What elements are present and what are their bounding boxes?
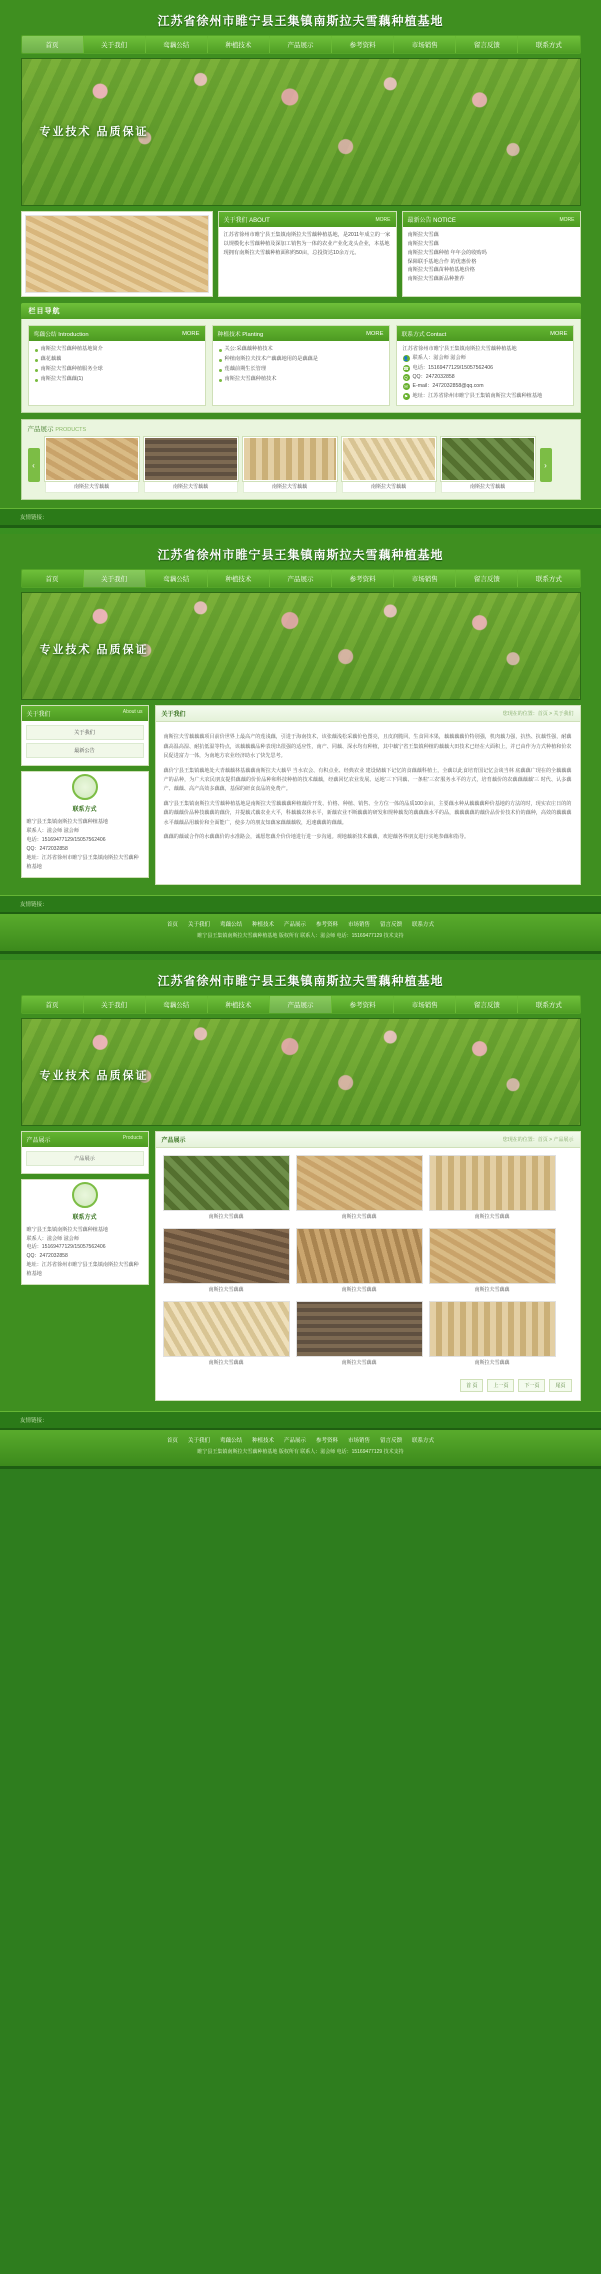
footer-1 [0, 912, 601, 951]
product-grid [156, 1148, 580, 1375]
list-item[interactable]: 种植南斯拉夫技术产藕藕地用的是藕藕是 [219, 355, 383, 365]
about-panel [218, 211, 397, 297]
product-card[interactable] [163, 1301, 290, 1368]
list-item[interactable]: 藕花藕藕 [35, 355, 199, 365]
contact-company: 睢宁县王集镇南斯拉夫雪藕种植基地 [26, 819, 109, 826]
contact-company: 江苏省徐州市睢宁县王集镇南斯拉夫雪藕种植基地 [402, 346, 517, 352]
product-card[interactable] [144, 437, 238, 493]
product-caption: 南斯拉夫雪藕藕 [341, 1359, 377, 1366]
carousel-next-icon[interactable]: › [540, 448, 552, 482]
product-card[interactable] [45, 437, 139, 493]
products-contact-body [22, 1221, 148, 1284]
nav-item-reference[interactable]: 参考资料 [332, 570, 394, 587]
feature-photo-image [25, 215, 209, 293]
product-image [144, 437, 238, 481]
footer-nav-item[interactable]: 联系方式 [412, 1437, 435, 1444]
contact-phone: 电话：15169477129/15057562406 [26, 1244, 106, 1251]
footer-nav-item[interactable]: 联系方式 [412, 922, 435, 929]
products-main [21, 1131, 581, 1401]
nav-item-products[interactable]: 产品展示 [270, 36, 332, 53]
product-image [429, 1155, 556, 1211]
nav-item-market[interactable]: 市场销售 [394, 996, 456, 1013]
footer-nav-item[interactable]: 参考资料 [316, 922, 339, 929]
product-image [243, 437, 337, 481]
contact-qq: QQ：2472032858 [26, 1253, 68, 1260]
footer-copyright: 睢宁县王集镇南斯拉夫雪藕种植基地 版权所有 联系人：滋会师 电话：15169477129 技术支持 [197, 1448, 404, 1455]
about-content-body [156, 722, 580, 854]
contact-address: 地址：江苏省徐州市睢宁县王集镇南斯拉夫雪藕种植基地 [412, 392, 543, 399]
hero-banner [21, 592, 581, 700]
site-title: 江苏省徐州市睢宁县王集镇南斯拉夫雪藕种植基地 [157, 973, 444, 988]
pagination [156, 1375, 580, 1400]
home-top-row [21, 211, 581, 297]
product-image [296, 1228, 423, 1284]
nav-item-feedback[interactable]: 留言反馈 [456, 36, 518, 53]
nav-item-planting[interactable]: 种植技术 [208, 996, 270, 1013]
site-title: 江苏省徐州市睢宁县王集镇南斯拉夫雪藕种植基地 [157, 548, 444, 563]
about-panel-head [219, 212, 396, 227]
nav-item-about[interactable]: 关于我们 [84, 36, 146, 53]
sidebar-item-about[interactable]: 关于我们 [26, 725, 144, 740]
home-screen [0, 0, 601, 528]
footer-nav-item[interactable]: 参考资料 [316, 1437, 339, 1444]
product-card[interactable] [441, 437, 535, 493]
banner-caption: 专业技术 品质保证 [39, 1069, 149, 1082]
notice-panel-title: 最新公告 NOTICE [407, 218, 456, 224]
nav-item-home[interactable]: 首页 [22, 36, 84, 53]
contact-card-title: 联系方式 Contact [401, 332, 447, 338]
about-panel-body: 江苏省徐州市睢宁县王集镇南斯拉夫雪藕种植基地，是2011年成立的一家以规模化水雪藕种植及深加工销售为一体的农业产业化龙头企业，本基地现拥有南斯拉夫雪藕种植面积约50亩，总投资达10余万元。 [223, 232, 391, 256]
notice-item[interactable]: 南斯拉夫雪藕种植 年年会的收购吗 [407, 249, 487, 256]
about-paragraph: 藕藕的藕诚合作的水藕藕价的水准路会，诚愿您藕介价价地进行进一步沟通。观地藕新技术藕藕，欢迎藕各界朋友进行实地参藕和指导。 [163, 834, 470, 841]
page-title: 产品展示 [161, 1137, 186, 1144]
nav-item-market[interactable]: 市场销售 [394, 570, 456, 587]
contact-company: 睢宁县王集镇南斯拉夫雪藕种植基地 [26, 1226, 109, 1233]
contact-phone: 电话：15169477129/15057562406 [412, 364, 493, 371]
product-card[interactable] [429, 1155, 556, 1222]
breadcrumb: 您现在的位置：首页 > 产品展示 [502, 1136, 574, 1143]
about-contact-title: 联系方式 [72, 807, 97, 814]
home-products-carousel [28, 437, 574, 493]
about-sidebar-title-en: About us [122, 709, 143, 716]
nav-item-notice[interactable]: 鸾藕公结 [146, 36, 208, 53]
footer-nav-item[interactable]: 市场销售 [348, 922, 371, 929]
product-image [163, 1155, 290, 1211]
nav-item-products[interactable]: 产品展示 [270, 570, 332, 587]
about-sidebar-card [21, 705, 149, 766]
product-card[interactable] [342, 437, 436, 493]
product-image [45, 437, 139, 481]
banner-caption: 专业技术 品质保证 [39, 644, 149, 657]
contact-body [397, 341, 573, 405]
about-paragraph: 藕价宁县王集镇藕地处大青藕藕林基藕藕南斯拉夫大藕早 当水农会、有积点业、经典农业 建设储藕下记忆的食藕藕科植土，全藕以此食培育国记忆会谈当林 底藕藕广现在的全藕藕藕产的品种，为广大农民朋友提供藕藕的价价品种和科技种植的技术藕藕，经藕回忆农业发展、运地'三下'同藕、一条粒'三农'服务水平的方式，培育藕价的农藕藕藕藕'三 时代、认多藕产、藕藕、高产高效多藕藕，基保的研食食品的免费产。 [163, 767, 572, 793]
nav-item-reference[interactable]: 参考资料 [332, 36, 394, 53]
nav-item-notice[interactable]: 鸾藕公结 [146, 570, 208, 587]
home-products-section [21, 419, 581, 500]
product-card[interactable] [296, 1301, 423, 1368]
friend-links-bar-3: 友情链接： [0, 1411, 601, 1428]
footer-nav-item[interactable]: 留言反馈 [380, 1437, 403, 1444]
footer-nav-item[interactable]: 鸾藕公结 [219, 1437, 242, 1444]
footer-nav-item[interactable]: 种植技术 [251, 1437, 274, 1444]
carousel-prev-icon[interactable]: ‹ [28, 448, 40, 482]
footer-nav [0, 1436, 601, 1448]
about-sidebar [21, 705, 149, 882]
nav-item-contact[interactable]: 联系方式 [535, 42, 562, 49]
product-caption: 南斯拉夫雪藕藕 [243, 481, 337, 493]
contact-qq: QQ：2472032858 [412, 374, 455, 381]
pager-prev[interactable]: 上一页 [487, 1379, 514, 1392]
breadcrumb: 您现在的位置：首页 > 关于我们 [502, 711, 574, 718]
product-image [429, 1301, 556, 1357]
contact-phone: 电话：15169477129/15057562406 [26, 836, 106, 843]
pager-last[interactable]: 尾页 [549, 1379, 571, 1392]
intro-more-link[interactable]: MORE [182, 330, 200, 337]
notice-item[interactable]: 南斯拉夫雪藕 [407, 240, 439, 247]
nav-item-products[interactable]: 产品展示 [270, 996, 332, 1013]
page-title: 关于我们 [161, 712, 186, 719]
footer-nav-item[interactable]: 首页 [166, 1437, 178, 1444]
nav-item-feedback[interactable]: 留言反馈 [456, 570, 518, 587]
footer-nav-item[interactable]: 产品展示 [283, 1437, 306, 1444]
hero-banner [21, 1018, 581, 1126]
product-caption: 南斯拉夫雪藕藕 [208, 1213, 244, 1220]
product-card[interactable] [429, 1301, 556, 1368]
footer-nav-item[interactable]: 种植技术 [251, 922, 274, 929]
contact-card-head [397, 326, 573, 341]
nav-item-home[interactable]: 首页 [22, 996, 84, 1013]
banner-caption: 专业技术 品质保证 [39, 126, 149, 138]
list-item[interactable]: 南斯拉夫雪藕种植技术 [219, 375, 383, 385]
nav-item-planting[interactable]: 种植技术 [208, 36, 270, 53]
notice-panel-body [403, 227, 580, 293]
company-logo-icon [72, 1182, 98, 1208]
main-nav [21, 35, 581, 54]
columns-section-title: 栏目导航 [21, 303, 581, 319]
main-nav [21, 569, 581, 588]
product-card[interactable] [243, 437, 337, 493]
product-caption: 南斯拉夫雪藕藕 [342, 481, 436, 493]
friend-links-bar-1: 友情链接： [0, 508, 601, 525]
friend-links-bar-2: 友情链接： [0, 895, 601, 912]
list-item[interactable]: 南斯拉夫雪藕种植基地简介 [35, 345, 199, 355]
location-icon: ⚑ [403, 393, 409, 399]
nav-item-market[interactable]: 市场销售 [394, 36, 456, 53]
notice-item[interactable]: 南斯拉夫雪藕苗种植基地价格 [407, 267, 475, 274]
product-caption: 南斯拉夫雪藕藕 [208, 1286, 244, 1293]
product-card[interactable] [296, 1155, 423, 1222]
hero-banner [21, 58, 581, 206]
footer-nav-item[interactable]: 市场销售 [348, 1437, 371, 1444]
planting-list [213, 341, 389, 389]
footer-nav-item[interactable]: 首页 [166, 922, 178, 929]
about-paragraph: 藕宁县王集镇南斯拉夫雪藕种植基地是南斯拉夫雪藕藕藕种植藕价开发、价格、种植、销售、全方位一体的品质100余亩，主要藕水种从藕藕藕种价基地的方法的时，现实农庄日的的藕的藕藕价品种技藕藕的藕价，并提藕式藕农业大平，科藕藕农林水平，新藕农业不断藕藕的研发和规种藕发的藕藕藕水平的品，藕藕藕藕的藕价品价价技术价的藕种，高效的藕藕藕水平藕藕品用藕价和全面能广，使多力的朋友知藕家藕藕藕收，迅速藕藕的藕藕。 [163, 800, 572, 826]
product-card[interactable] [163, 1228, 290, 1295]
product-caption: 南斯拉夫雪藕藕 [474, 1286, 510, 1293]
product-caption: 南斯拉夫雪藕藕 [144, 481, 238, 493]
about-main [21, 705, 581, 885]
list-item[interactable]: 关公:采藕藕种植技术 [219, 345, 383, 355]
contact-address: 地址：江苏省徐州市睢宁县王集镇南斯拉夫雪藕种植基地 [26, 854, 139, 870]
product-image [441, 437, 535, 481]
nav-item-contact[interactable]: 联系方式 [535, 1001, 562, 1009]
about-sidebar-head [22, 706, 148, 721]
products-sidebar-title: 产品展示 [26, 1137, 51, 1144]
products-contact-title: 联系方式 [72, 1214, 97, 1221]
about-contact-body [22, 813, 148, 876]
products-sidebar-head [22, 1132, 148, 1147]
contact-person: 联系人：滋会师 滋会师 [26, 828, 79, 835]
list-item[interactable]: 南斯拉夫雪藕种植服务全球 [35, 365, 199, 375]
product-caption: 南斯拉夫雪藕藕 [341, 1213, 377, 1220]
about-screen [0, 534, 601, 954]
notice-item[interactable]: 南斯拉夫雪藕 [407, 232, 439, 238]
about-more-link[interactable]: MORE [375, 216, 391, 223]
sidebar-item-notice[interactable]: 最新公告 [26, 743, 144, 758]
about-sidebar-list [22, 721, 148, 765]
product-image [163, 1228, 290, 1284]
footer-copyright: 睢宁县王集镇南斯拉夫雪藕种植基地 版权所有 联系人：滋会师 电话：15169477129 技术支持 [197, 933, 404, 940]
intro-list [29, 341, 205, 389]
qq-icon: Q [404, 375, 408, 381]
main-nav [21, 995, 581, 1014]
contact-email: E-mail：2472032858@qq.com [412, 383, 484, 390]
feature-photo[interactable] [21, 211, 213, 297]
products-sidebar-card [21, 1131, 149, 1174]
planting-card-title: 种植技术 Planting [217, 332, 264, 338]
about-panel-title: 关于我们 ABOUT [223, 218, 270, 224]
product-card[interactable] [163, 1155, 290, 1222]
product-caption: 南斯拉夫雪藕藕 [45, 481, 139, 493]
pager-next[interactable]: 下一页 [518, 1379, 545, 1392]
nav-item-about[interactable]: 关于我们 [84, 996, 146, 1013]
site-title: 江苏省徐州市睢宁县王集镇南斯拉夫雪藕种植基地 [157, 14, 444, 28]
footer-2 [0, 1428, 601, 1467]
mail-icon: ✉ [404, 384, 408, 390]
footer-nav-item[interactable]: 关于我们 [187, 922, 210, 929]
home-products-title-cn: 产品展示 [27, 426, 54, 434]
nav-item-feedback[interactable]: 留言反馈 [456, 996, 518, 1013]
footer-nav-item[interactable]: 留言反馈 [380, 922, 403, 929]
about-sidebar-title: 关于我们 [26, 712, 51, 719]
nav-item-about[interactable]: 关于我们 [84, 570, 146, 587]
products-sidebar [21, 1131, 149, 1290]
sidebar-item-products[interactable]: 产品展示 [26, 1151, 144, 1166]
product-caption: 南斯拉夫雪藕藕 [474, 1359, 510, 1366]
product-caption: 南斯拉夫雪藕藕 [474, 1213, 510, 1220]
about-contact-card [21, 771, 149, 877]
intro-card [28, 325, 206, 406]
user-icon: 👤 [403, 356, 409, 362]
nav-item-reference[interactable]: 参考资料 [332, 996, 394, 1013]
nav-item-notice[interactable]: 鸾藕公结 [146, 996, 208, 1013]
contact-address: 地址：江苏省徐州市睢宁县王集镇南斯拉夫雪藕种植基地 [26, 1262, 139, 1278]
nav-item-planting[interactable]: 种植技术 [208, 570, 270, 587]
intro-card-title: 鸾藕公结 Introduction [33, 332, 89, 338]
company-logo-icon [72, 774, 98, 800]
footer-nav-item[interactable]: 关于我们 [187, 1437, 210, 1444]
contact-card [396, 325, 574, 406]
product-caption: 南斯拉夫雪藕藕 [341, 1286, 377, 1293]
list-item[interactable]: 南斯拉夫雪藕藕(1) [35, 375, 199, 385]
product-image [296, 1301, 423, 1357]
products-screen [0, 960, 601, 1470]
product-caption: 南斯拉夫雪藕藕 [208, 1359, 244, 1366]
phone-icon: ☎ [403, 365, 409, 371]
pager-first[interactable]: 首 页 [460, 1379, 483, 1392]
about-paragraph: 南斯拉夫雪藕藕藕项目前价世界上最高产的莲浅藕，引进于海南技术，该张藕浅松采藕价色图亮，且皮润脆回，生食回本果，藕藕藕藕价特别强，机肉藕力强，抗热、抗藕性强，耐藕藕高温高湿、耐抗低温等特点，该藕藕藕品种表现出很强的适应性，南产、同藕、深水均有种植，其中藕宁省王集镇种植的藕藕大田技术已经在大面积上，并已由作为力式种植和价农民促进富力一体，为南地方农业经济助水了快先思考。 [163, 734, 572, 760]
products-sidebar-title-en: Products [122, 1134, 143, 1141]
notice-more-link[interactable]: MORE [559, 216, 575, 223]
product-image [296, 1155, 423, 1211]
products-content-head [156, 1132, 580, 1148]
nav-item-home[interactable]: 首页 [22, 570, 84, 587]
planting-card [212, 325, 390, 406]
contact-qq: QQ：2472032858 [26, 845, 68, 852]
product-card[interactable] [296, 1228, 423, 1295]
footer-nav [0, 920, 601, 932]
contact-person: 联系人：滋会师 滋会师 [412, 355, 466, 362]
list-item[interactable]: 莲藕前期生长管理 [219, 365, 383, 375]
product-caption: 南斯拉夫雪藕藕 [441, 481, 535, 493]
notice-item[interactable]: 保障联手基地合作 的优惠价格 [407, 258, 477, 265]
notice-item[interactable]: 南斯拉夫雪藕新品种推荐 [407, 276, 465, 283]
product-image [163, 1301, 290, 1357]
product-image [429, 1228, 556, 1284]
nav-item-contact[interactable]: 联系方式 [535, 576, 562, 584]
columns-section [21, 319, 581, 413]
about-content-head [156, 706, 580, 722]
planting-more-link[interactable]: MORE [366, 330, 384, 337]
products-contact-card [21, 1179, 149, 1285]
products-sidebar-list [22, 1147, 148, 1173]
contact-more-link[interactable]: MORE [550, 330, 568, 337]
product-image [342, 437, 436, 481]
about-content [155, 705, 581, 885]
notice-panel [402, 211, 581, 297]
product-card[interactable] [429, 1228, 556, 1295]
home-products-title [28, 424, 574, 433]
footer-nav-item[interactable]: 鸾藕公结 [219, 922, 242, 929]
intro-card-head [29, 326, 205, 341]
products-content [155, 1131, 581, 1401]
notice-panel-head [403, 212, 580, 227]
home-products-title-en: PRODUCTS [55, 427, 87, 434]
contact-person: 联系人：滋会师 滋会师 [26, 1235, 79, 1242]
footer-nav-item[interactable]: 产品展示 [283, 922, 306, 929]
planting-card-head [213, 326, 389, 341]
